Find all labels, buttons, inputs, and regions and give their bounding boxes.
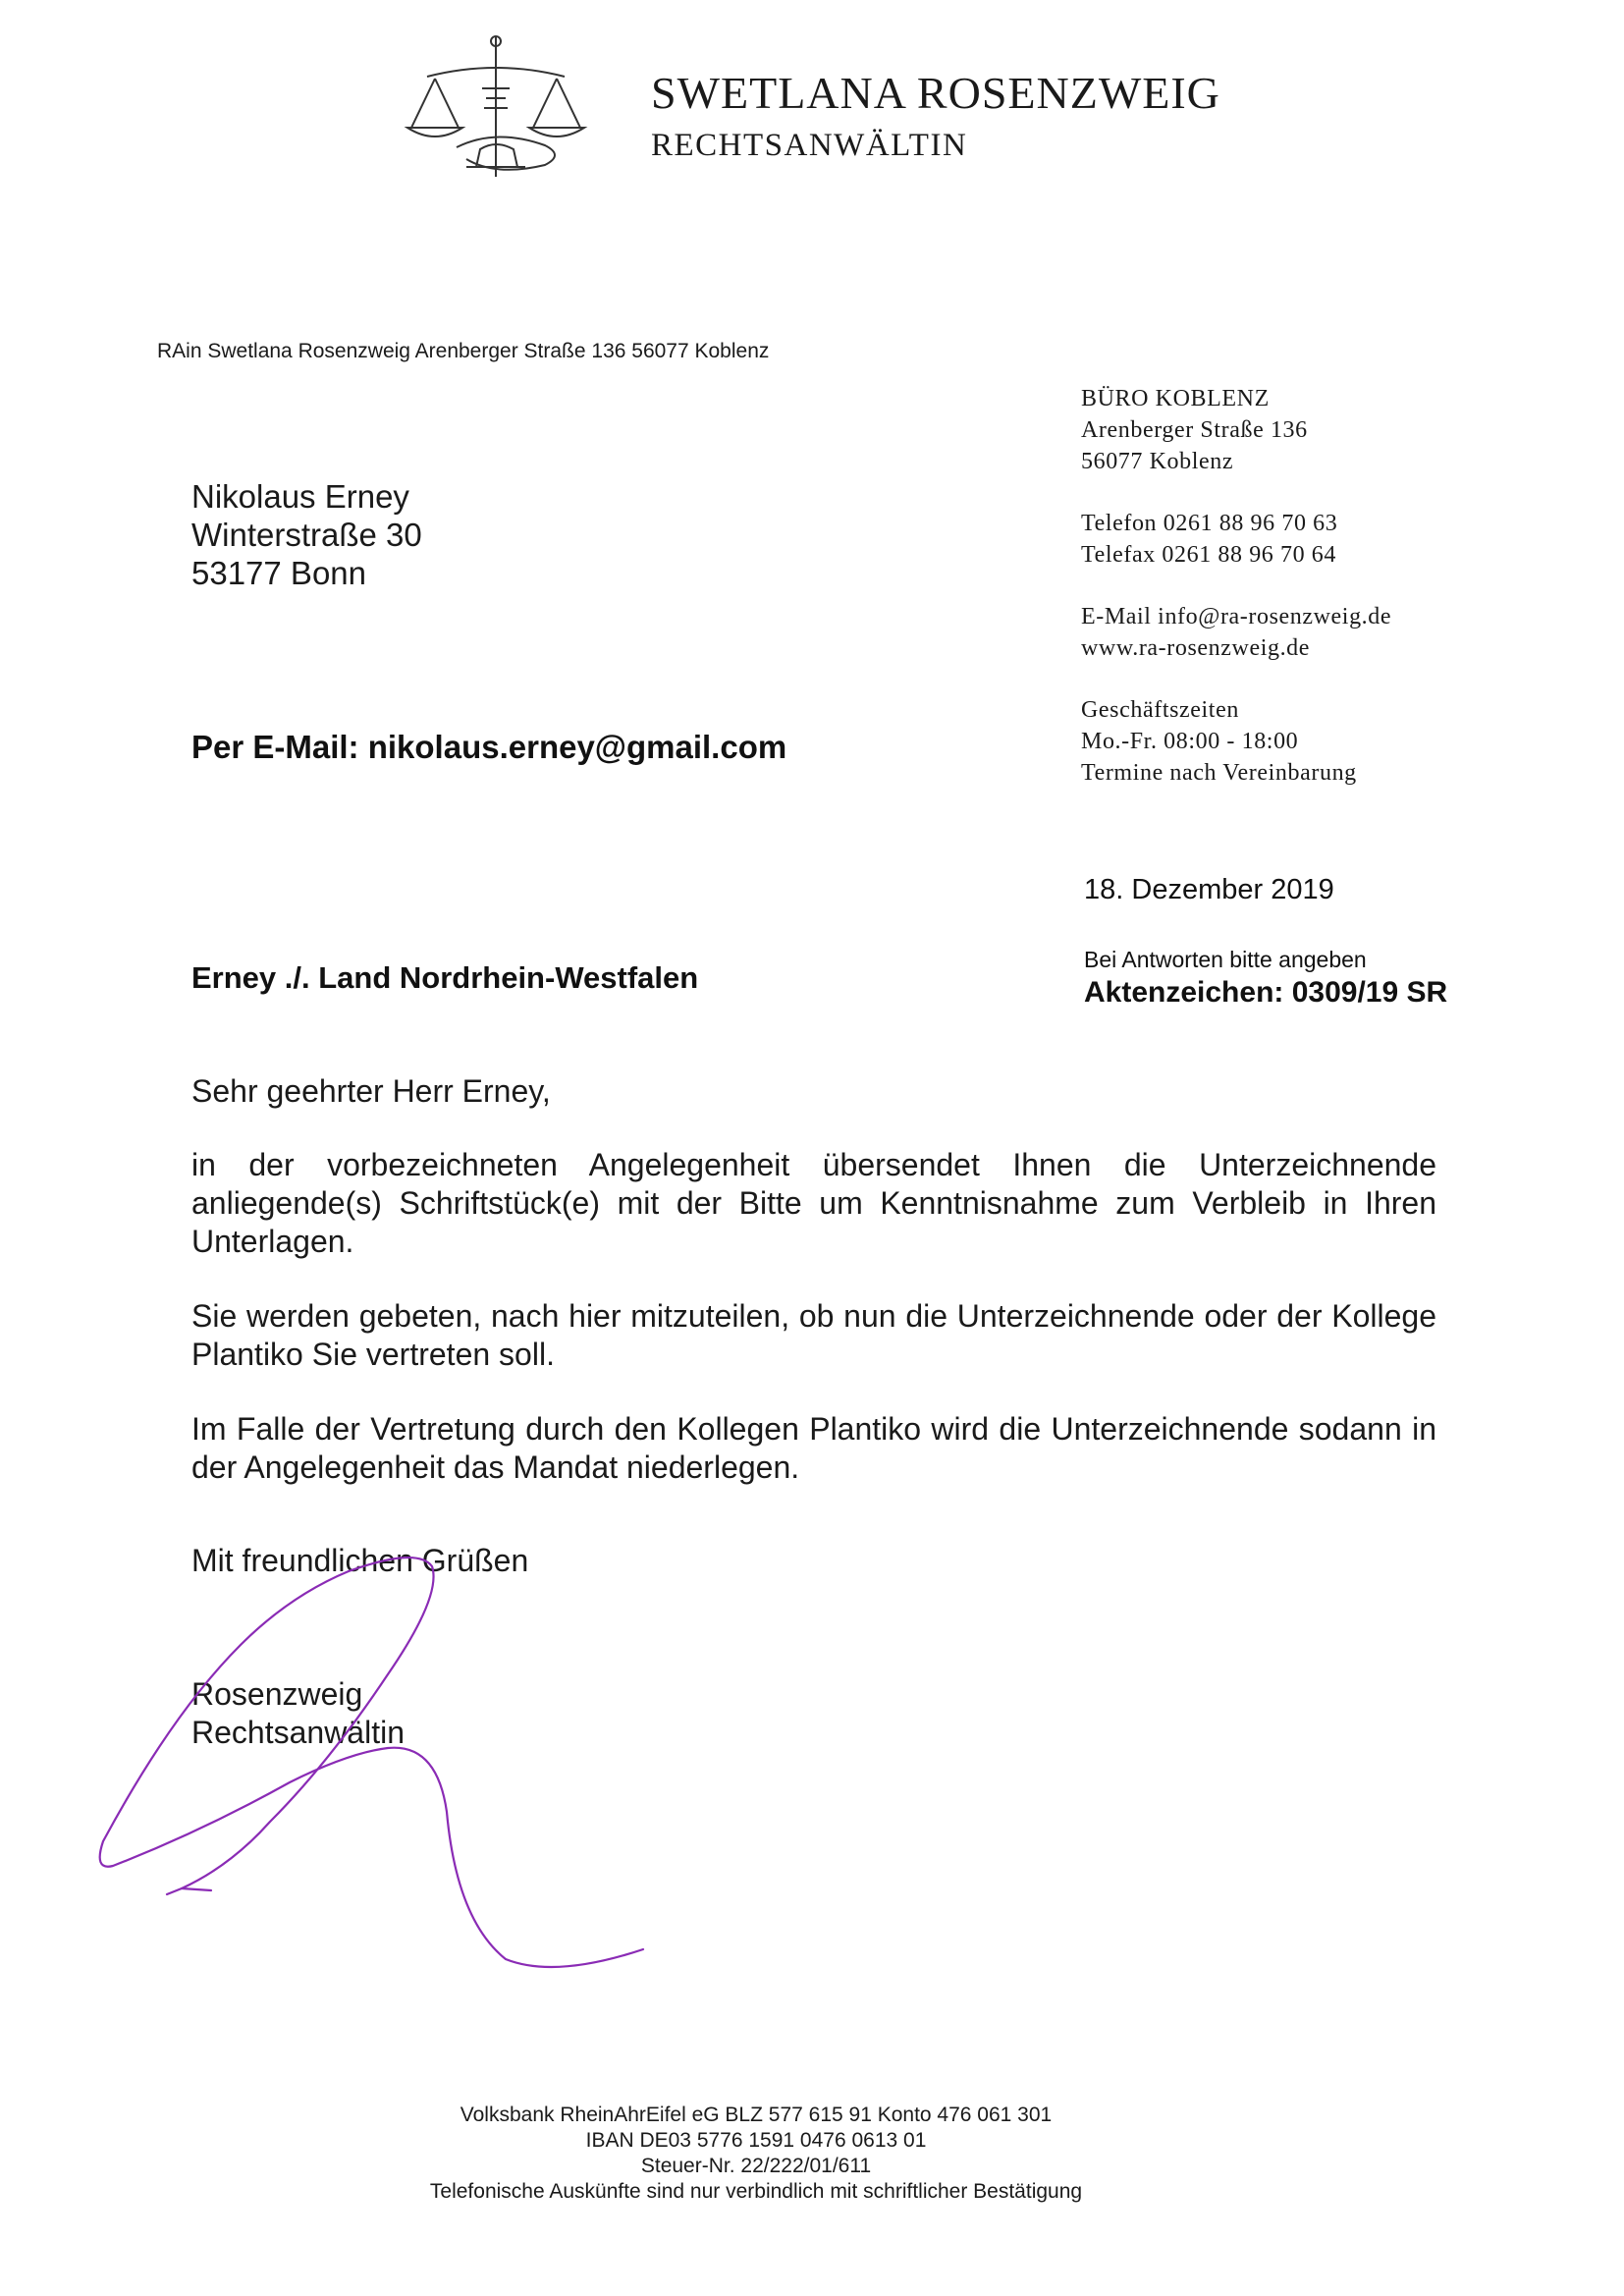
office-appointments: Termine nach Vereinbarung [1081,760,1357,786]
body-paragraph: in der vorbezeichneten Angelegenheit übersendet Ihnen die Unterzeichnende anliegende(s) Schriftstück(e) mit der Bitte um Kenntnisnahme zum Verbleib in Ihren Unterlagen. [191,1147,1436,1259]
letter-subject: Erney ./. Land Nordrhein-Westfalen [191,960,699,995]
footer-disclaimer: Telefonische Auskünfte sind nur verbindlich mit schriftlicher Bestätigung [429,2180,1083,2203]
office-hours: Mo.-Fr. 08:00 - 18:00 [1081,729,1299,754]
recipient-street: Winterstraße 30 [191,517,422,553]
reference-hint: Bei Antworten bitte angeben [1084,947,1367,972]
office-phone: Telefon 0261 88 96 70 63 [1081,511,1338,536]
office-fax: Telefax 0261 88 96 70 64 [1081,542,1337,568]
office-website: www.ra-rosenzweig.de [1081,635,1311,661]
delivery-method: Per E-Mail: nikolaus.erney@gmail.com [191,729,787,765]
footer-tax-number: Steuer-Nr. 22/222/01/611 [640,2155,872,2177]
office-city: 56077 Koblenz [1081,449,1234,474]
handwritten-signature [93,1527,663,1989]
scales-of-justice-icon [398,29,594,187]
sender-return-address: RAin Swetlana Rosenzweig Arenberger Straße 136 56077 Koblenz [157,340,770,362]
signer-name: Rosenzweig [191,1676,363,1712]
firm-name: SWETLANA ROSENZWEIG [651,68,1220,118]
footer-bank: Volksbank RheinAhrEifel eG BLZ 577 615 91 Konto 476 061 301 [460,2104,1053,2126]
office-email: E-Mail info@ra-rosenzweig.de [1081,604,1392,629]
salutation: Sehr geehrter Herr Erney, [191,1073,551,1109]
office-contact-block [1081,383,1391,819]
body-paragraph: Im Falle der Vertretung durch den Kollegen Plantiko wird die Unterzeichnende sodann in der Angelegenheit das Mandat niederlegen. [191,1411,1436,1485]
closing: Mit freundlichen Grüßen [191,1543,529,1578]
letter-footer [0,2103,1512,2205]
office-heading: BÜRO KOBLENZ [1081,386,1270,411]
letter-date: 18. Dezember 2019 [1084,874,1334,905]
office-hours-heading: Geschäftszeiten [1081,697,1239,723]
reference-number: Aktenzeichen: 0309/19 SR [1084,976,1448,1009]
body-paragraph: Sie werden gebeten, nach hier mitzuteilen, ob nun die Unterzeichnende oder der Kollege Plantiko Sie vertreten soll. [191,1298,1436,1372]
firm-title: RECHTSANWÄLTIN [651,128,968,163]
footer-iban: IBAN DE03 5776 1591 0476 0613 01 [585,2129,927,2152]
recipient-name: Nikolaus Erney [191,478,409,515]
recipient-city: 53177 Bonn [191,555,367,591]
office-street: Arenberger Straße 136 [1081,417,1308,443]
recipient-address [191,477,422,592]
signer-title: Rechtsanwältin [191,1715,405,1750]
